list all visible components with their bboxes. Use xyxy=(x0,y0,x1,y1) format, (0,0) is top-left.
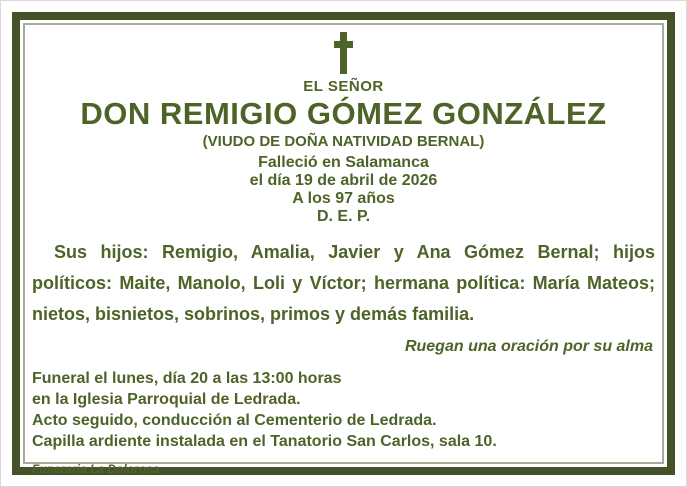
outer-green-border xyxy=(12,12,675,475)
death-place-line: Falleció en Salamanca xyxy=(258,154,429,171)
deceased-name: DON REMIGIO GÓMEZ GONZÁLEZ xyxy=(80,96,607,131)
age-line: A los 97 años xyxy=(292,190,395,207)
death-date-line: el día 19 de abril de 2026 xyxy=(249,172,438,189)
honorific-label: EL SEÑOR xyxy=(303,78,384,95)
family-paragraph: Sus hijos: Remigio, Amalia, Javier y Ana Gómez Bernal; hijos políticos: Maite, Manolo, Loli y Víctor; hermana política: María Mateos; nietos, bisnietos, sobrinos, primos y demás familia. xyxy=(32,242,655,324)
funeral-line: en la Iglesia Parroquial de Ledrada. xyxy=(32,391,301,408)
dep-line: D. E. P. xyxy=(316,208,371,225)
funeral-line: Acto seguido, conducción al Cementerio de Ledrada. xyxy=(32,412,437,429)
death-info-block xyxy=(32,154,655,226)
cross-container xyxy=(32,32,655,76)
funeral-line: Funeral el lunes, día 20 a las 13:00 horas xyxy=(32,370,342,387)
inner-thin-border xyxy=(23,23,664,476)
funeral-line: Capilla ardiente instalada en el Tanatorio San Carlos, sala 10. xyxy=(32,433,497,450)
funeral-home-name: Funeraria La Dolorosa xyxy=(32,462,160,476)
prayer-request-line: Ruegan una oración por su alma xyxy=(404,338,653,355)
latin-cross-icon xyxy=(340,32,347,74)
funeral-details-block xyxy=(32,368,655,452)
widower-line: (VIUDO DE DOÑA NATIVIDAD BERNAL) xyxy=(202,133,485,150)
